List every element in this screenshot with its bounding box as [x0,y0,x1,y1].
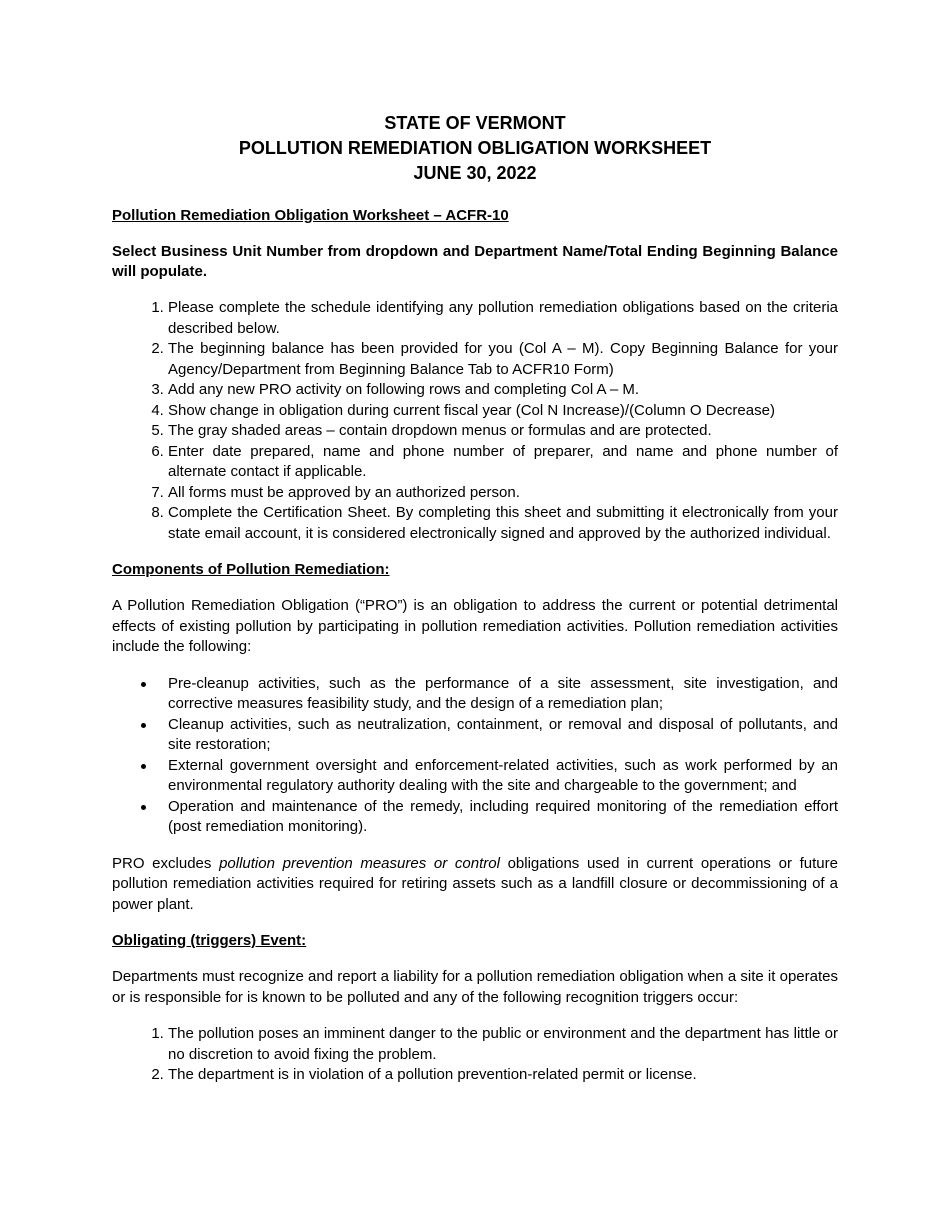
list-item [168,797,838,838]
bullet-icon [141,723,146,728]
list-item-text: Operation and maintenance of the remedy, including required monitoring of the remediation effort (post remediation monitoring). [168,797,838,835]
list-item-text: Cleanup activities, such as neutralization, containment, or removal and disposal of pollutants, and site restoration; [168,715,838,753]
worksheet-heading: Pollution Remediation Obligation Worksheet – ACFR-10 [112,207,509,224]
document-title [112,111,838,186]
list-item [168,756,838,797]
list-item: 2. The beginning balance has been provided for you (Col A – M). Copy Beginning Balance for your Agency/Department from Beginning Balance Tab to ACFR10 Form) [168,339,838,380]
title-state: STATE OF VERMONT [384,113,566,133]
exclusion-paragraph [112,854,838,916]
exclusion-suffix: obligations used in current operations or future pollution remediation activities required for retiring assets such as a landfill closure or decommissioning of a power plant. [112,854,838,913]
list-item: 2. The department is in violation of a pollution prevention-related permit or license. [168,1065,838,1086]
title-worksheet: POLLUTION REMEDIATION OBLIGATION WORKSHEET [238,138,712,158]
list-item: 1. Please complete the schedule identifying any pollution remediation obligations based on the criteria described below. [168,298,838,339]
bullet-icon [141,805,146,810]
list-item-text: Pre-cleanup activities, such as the performance of a site assessment, site investigation, and corrective measures feasibility study, and the design of a remediation plan; [168,674,838,712]
components-heading: Components of Pollution Remediation: [112,561,390,578]
triggers-heading: Obligating (triggers) Event: [112,932,307,949]
list-item [168,715,838,756]
exclusion-prefix: PRO excludes [112,854,220,872]
list-item: 3. Add any new PRO activity on following rows and completing Col A – M. [168,380,838,401]
activities-list [112,674,838,838]
components-intro: A Pollution Remediation Obligation (“PRO”) is an obligation to address the current or potential detrimental effects of existing pollution by participating in pollution remediation activities. Pollution remediation activities include the following: [112,597,838,655]
list-item: 7. All forms must be approved by an authorized person. [168,483,838,504]
list-item [168,674,838,715]
list-item-text: External government oversight and enforcement-related activities, such as work performed by an environmental regulatory authority dealing with the site and chargeable to the government; and [168,756,838,794]
instruction-steps-list [112,298,838,544]
list-item: 6. Enter date prepared, name and phone number of preparer, and name and phone number of alternate contact if applicable. [168,442,838,483]
title-date: JUNE 30, 2022 [413,163,537,183]
exclusion-emphasis: pollution prevention measures or control [219,854,500,872]
bullet-icon [141,682,146,687]
list-item: 8. Complete the Certification Sheet. By completing this sheet and submitting it electronically from your state email account, it is considered electronically signed and approved by the authorized individual. [168,503,838,544]
list-item: 4. Show change in obligation during current fiscal year (Col N Increase)/(Column O Decrease) [168,401,838,422]
triggers-intro: Departments must recognize and report a liability for a pollution remediation obligation when a site it operates or is responsible for is known to be polluted and any of the following recognition triggers occur: [112,968,838,1006]
list-item: 5. The gray shaded areas – contain dropdown menus or formulas and are protected. [168,421,838,442]
bullet-icon [141,764,146,769]
list-item: 1. The pollution poses an imminent danger to the public or environment and the department has little or no discretion to avoid fixing the problem. [168,1024,838,1065]
triggers-list [112,1024,838,1086]
select-instruction: Select Business Unit Number from dropdown and Department Name/Total Ending Beginning Balance will populate. [112,243,838,280]
